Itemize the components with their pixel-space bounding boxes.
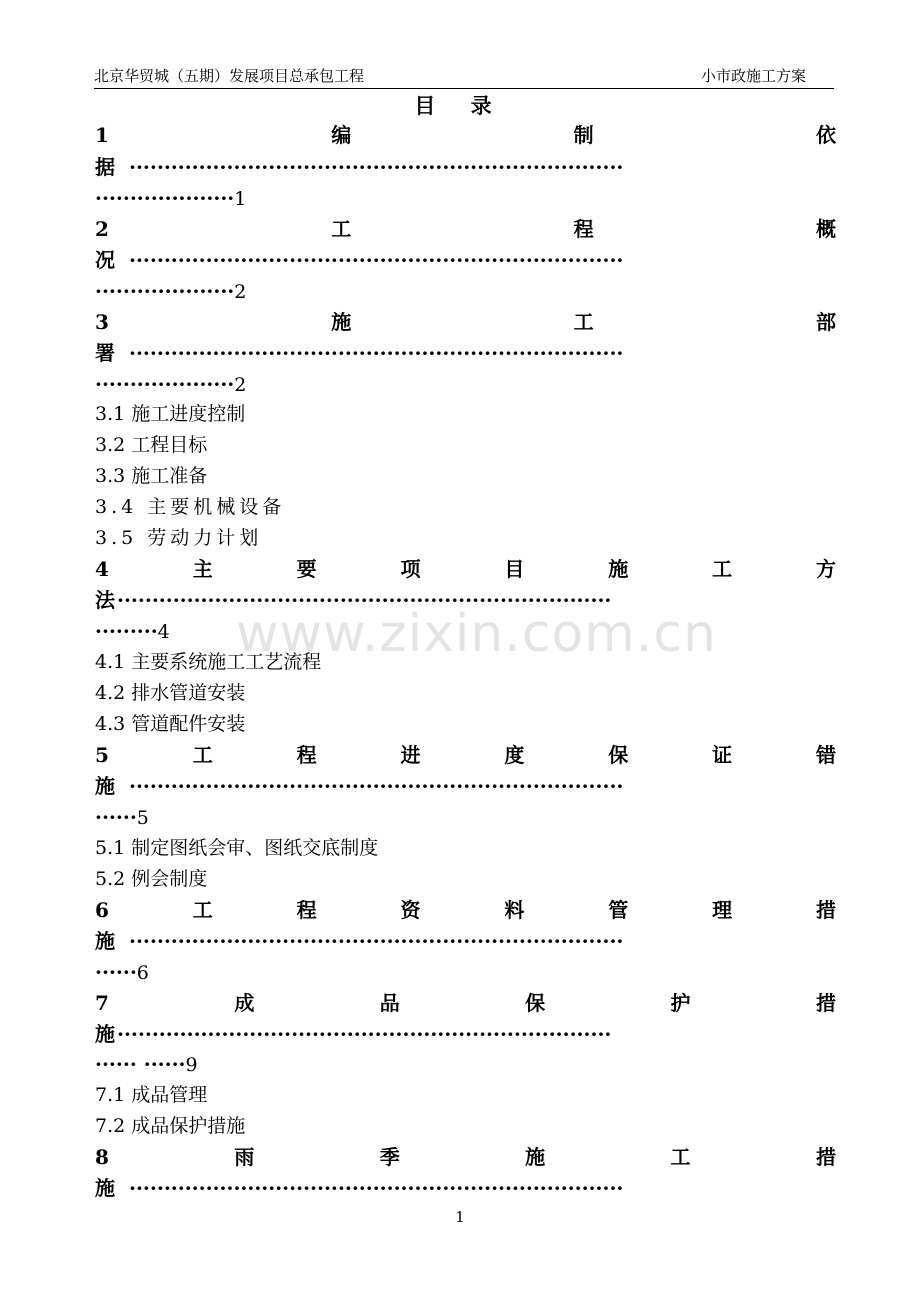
toc-7-cont: 施 (95, 1022, 115, 1046)
toc-sub-3-3[interactable]: 3.3 施工准备 (95, 465, 208, 487)
toc-3-cont: 署 (95, 341, 115, 365)
toc-5-number: 5 (95, 743, 109, 767)
toc-5-char: 错 (815, 743, 836, 767)
leader-dots: ······································································· (129, 774, 624, 798)
toc-sub-3-4[interactable]: 3.4 主要机械设备 (95, 496, 286, 518)
leader-dots: ······································································· (129, 1176, 624, 1200)
toc-entry-1-leader (95, 152, 836, 183)
toc-entry-2-heading[interactable] (95, 214, 836, 245)
toc-7-char: 护 (670, 991, 691, 1015)
toc-8-char: 雨 (234, 1145, 255, 1169)
toc-title: 目 录 (414, 93, 506, 118)
toc-1-number: 1 (95, 123, 109, 147)
toc-sub-5-1[interactable]: 5.1 制定图纸会审、图纸交底制度 (95, 837, 379, 859)
toc-4-char: 主 (192, 557, 213, 581)
toc-2-char: 程 (573, 217, 594, 241)
toc-4-cont: 法 (95, 588, 115, 612)
toc-entry-8-heading[interactable] (95, 1142, 836, 1173)
toc-entry-5-heading[interactable] (95, 740, 836, 771)
toc-4-char: 要 (296, 557, 317, 581)
leader-dots: ······································································· (117, 588, 612, 612)
toc-8-number: 8 (95, 1145, 109, 1169)
leader-dots: ······································································· (129, 341, 624, 365)
header-project-name: 北京华贸城（五期）发展项目总承包工程 (94, 67, 365, 85)
toc-8-char: 施 (525, 1145, 546, 1169)
toc-5-char: 工 (192, 743, 213, 767)
toc-entry-7-page-line (95, 1049, 836, 1080)
toc-sub-3-1[interactable]: 3.1 施工进度控制 (95, 403, 246, 425)
page-header (94, 64, 834, 89)
toc-5-cont: 施 (95, 774, 115, 798)
toc-sub-5-2[interactable]: 5.2 例会制度 (95, 868, 208, 890)
toc-entry-6-leader (95, 926, 836, 957)
toc-6-char: 料 (504, 898, 525, 922)
toc-6-char: 工 (192, 898, 213, 922)
toc-1-cont: 据 (95, 155, 115, 179)
toc-6-char: 措 (815, 898, 836, 922)
toc-3-char: 施 (331, 310, 352, 334)
toc-5-char: 证 (712, 743, 733, 767)
toc-2-char: 工 (331, 217, 352, 241)
toc-3-page: 2 (234, 374, 247, 396)
toc-7-page: 9 (185, 1054, 198, 1076)
toc-8-char: 季 (379, 1145, 400, 1169)
toc-6-number: 6 (95, 898, 109, 922)
toc-7-char: 措 (815, 991, 836, 1015)
toc-entry-3-heading[interactable] (95, 307, 836, 338)
toc-8-char: 措 (815, 1145, 836, 1169)
header-document-name: 小市政施工方案 (700, 67, 806, 85)
toc-2-char: 概 (816, 217, 836, 241)
toc-entry-4-heading[interactable] (95, 554, 836, 585)
trail-dots: ···················· (95, 372, 235, 396)
toc-8-cont: 施 (95, 1176, 115, 1200)
toc-4-char: 施 (608, 557, 629, 581)
trail-dots: ···················· (95, 279, 235, 303)
watermark: www.zixin.com.cn (236, 604, 717, 664)
toc-entry-3-page-line (95, 369, 836, 400)
toc-4-char: 方 (815, 557, 836, 581)
toc-sub-4-2[interactable]: 4.2 排水管道安装 (95, 682, 246, 704)
leader-dots: ······································································· (129, 929, 624, 953)
toc-sub-4-3[interactable]: 4.3 管道配件安装 (95, 713, 246, 735)
toc-entry-8-leader (95, 1173, 836, 1204)
toc-entry-3-leader (95, 338, 836, 369)
trail-dots: ······ ······ (95, 1052, 186, 1076)
toc-7-char: 成 (234, 991, 255, 1015)
toc-5-char: 度 (504, 743, 525, 767)
toc-3-char: 部 (816, 310, 836, 334)
toc-entry-6-page-line (95, 957, 836, 988)
toc-3-char: 工 (573, 310, 594, 334)
toc-sub-7-1[interactable]: 7.1 成品管理 (95, 1084, 208, 1106)
toc-sub-3-2[interactable]: 3.2 工程目标 (95, 434, 208, 456)
leader-dots: ······································································· (117, 1022, 612, 1046)
toc-5-page: 5 (136, 807, 149, 829)
toc-sub-3-5[interactable]: 3.5 劳动力计划 (95, 527, 263, 549)
toc-5-char: 进 (400, 743, 421, 767)
toc-entry-2-leader (95, 245, 836, 276)
toc-6-cont: 施 (95, 929, 115, 953)
trail-dots: ···················· (95, 186, 235, 210)
trail-dots: ······ (95, 960, 137, 984)
toc-entry-6-heading[interactable] (95, 895, 836, 926)
toc-5-char: 保 (608, 743, 629, 767)
page-number: 1 (455, 1208, 465, 1226)
toc-7-char: 保 (525, 991, 546, 1015)
leader-dots: ······································································· (129, 155, 624, 179)
toc-7-number: 7 (95, 991, 109, 1015)
toc-1-char: 制 (573, 123, 594, 147)
toc-5-char: 程 (296, 743, 317, 767)
toc-entry-1-page-line (95, 183, 836, 214)
toc-sub-7-2[interactable]: 7.2 成品保护措施 (95, 1115, 246, 1137)
toc-6-char: 程 (296, 898, 317, 922)
toc-2-page: 2 (234, 281, 247, 303)
toc-3-number: 3 (95, 310, 109, 334)
toc-1-page: 1 (234, 188, 247, 210)
toc-4-number: 4 (95, 557, 109, 581)
toc-6-char: 资 (400, 898, 421, 922)
toc-entry-5-page-line (95, 802, 836, 833)
leader-dots: ······································································· (129, 248, 624, 272)
toc-4-char: 工 (712, 557, 733, 581)
toc-6-char: 管 (608, 898, 629, 922)
toc-6-char: 理 (712, 898, 733, 922)
trail-dots: ········· (95, 619, 158, 643)
toc-4-char: 项 (400, 557, 421, 581)
toc-1-char: 编 (331, 123, 352, 147)
toc-7-char: 品 (379, 991, 400, 1015)
toc-8-char: 工 (670, 1145, 691, 1169)
trail-dots: ······ (95, 805, 137, 829)
toc-entry-7-leader (95, 1019, 836, 1050)
toc-4-page: 4 (157, 621, 170, 643)
toc-entry-2-page-line (95, 276, 836, 307)
toc-entry-7-heading[interactable] (95, 988, 836, 1019)
toc-4-char: 目 (504, 557, 525, 581)
toc-entry-1-heading[interactable] (95, 120, 836, 151)
toc-6-page: 6 (136, 962, 149, 984)
toc-entry-5-leader (95, 771, 836, 802)
toc-1-char: 依 (816, 123, 836, 147)
toc-sub-4-1[interactable]: 4.1 主要系统施工工艺流程 (95, 651, 322, 673)
toc-2-number: 2 (95, 217, 109, 241)
toc-2-cont: 况 (95, 248, 115, 272)
